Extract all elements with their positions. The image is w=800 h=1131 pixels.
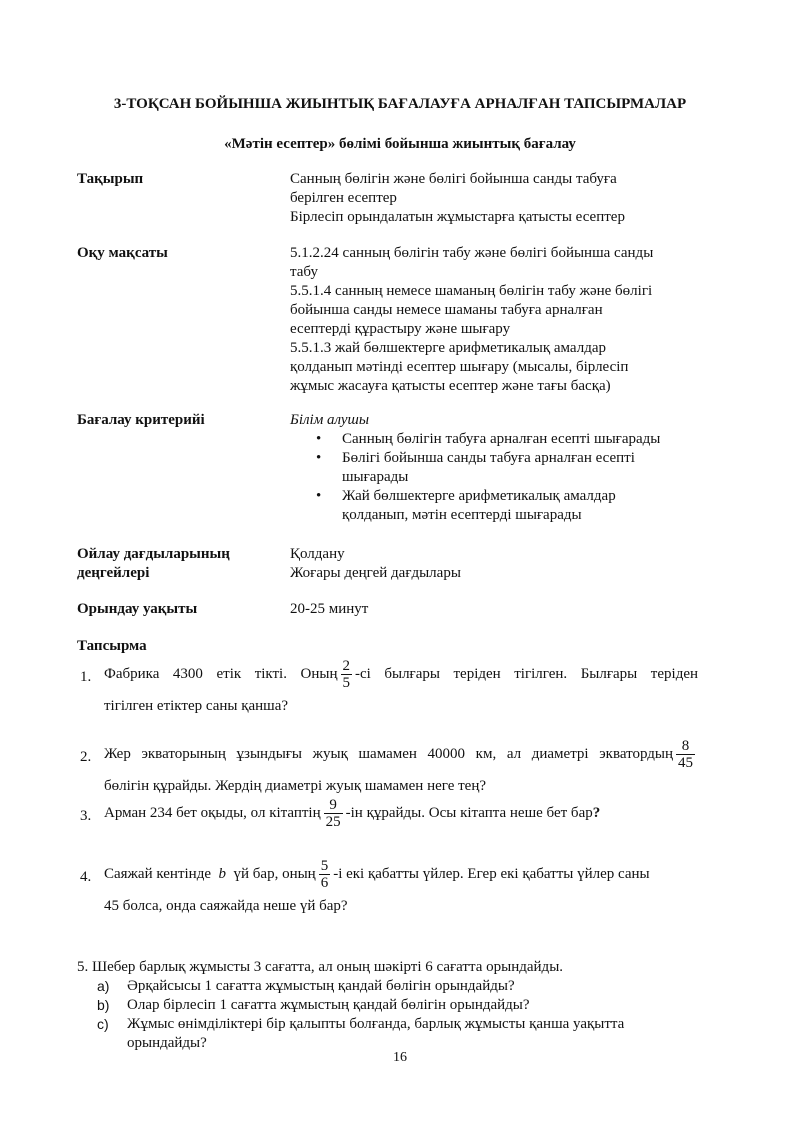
criteria-label: Бағалау критерийі xyxy=(77,412,205,428)
time-label: Орындау уақыты xyxy=(77,601,198,617)
thinking-value: Қолдану Жоғары деңгей дағдылары xyxy=(290,546,461,581)
topic-value: Санның бөлігін және бөлігі бойынша санды табуға берілген есептер Бірлесіп орындалатын жұмыстарға қатысты есептер xyxy=(290,171,625,225)
list-item: a) Әрқайсысы 1 сағатта жұмыстың қандай бөлігін орындайды? xyxy=(97,978,515,994)
page-title: 3-ТОҚСАН БОЙЫНША ЖИЫНТЫҚ БАҒАЛАУҒА АРНАЛҒАН ТАПСЫРМАЛАР xyxy=(113,96,687,112)
criteria-intro: Білім алушы xyxy=(290,412,370,428)
objectives-label: Оқу мақсаты xyxy=(77,245,168,261)
criteria-value xyxy=(290,411,710,525)
criteria-bullet: • Жай бөлшектерге арифметикалық амалдар қолданып, мәтін есептерді шығарады xyxy=(290,487,710,525)
task-1: 1. Фабрика 4300 етік тікті. Оның $\frac{2}{5}$ -сі былғары теріден тігілген. Былғары теріден тігілген етіктер саны қанша? xyxy=(80,658,699,714)
task-3: 3. Арман 234 бет оқыды, ол кітаптің $\frac{9}{25}$ -ін құрайды. Осы кітапта неше бет бар? xyxy=(80,797,601,830)
task-4: 4. Саяжай кентінде b үй бар, оның $\frac{5}{6}$ -і екі қабатты үйлер. Егер екі қабатты үйлер саны 45 болса, онда саяжайда неше үй бар? xyxy=(80,858,650,914)
thinking-label: Ойлау дағдыларының деңгейлері xyxy=(77,546,230,581)
list-item: c) Жұмыс өнімділіктері бір қалыпты болғанда, барлық жұмысты қанша уақытта орындайды? xyxy=(97,1016,625,1051)
task-5-intro: 5. Шебер барлық жұмысты 3 сағатта, ал оның шәкірті 6 сағатта орындайды. xyxy=(77,959,564,975)
page-subtitle: «Мәтін есептер» бөлімі бойынша жиынтық бағалау xyxy=(224,136,576,152)
topic-label: Тақырып xyxy=(77,171,144,187)
page-number: 16 xyxy=(393,1050,407,1065)
task-5-items xyxy=(97,977,717,1053)
task-2: 2. Жер экваторының ұзындығы жуық шамамен 40000 км, ал диаметрі экватордың $\frac{8}{45}$ бөлігін құрайды. Жердің диаметрі жуық шамамен неге тең? xyxy=(80,738,693,794)
objectives-value: 5.1.2.24 санның бөлігін табу және бөлігі бойынша санды табу 5.5.1.4 санның немесе шаманың бөлігін табу және бөлігі бойынша санды немесе шаманы табуға арналған есептерді құрастыру және шығару 5.5.1.3 жай бөлшектерге арифметикалық амалдар қолданып мәтінді есептер шығару (мысалы, бірлесіп жұмыс жасауға қатысты есептер және тағы басқа) xyxy=(290,245,654,394)
list-item: b) Олар бірлесіп 1 сағатта жұмыстың қандай бөлігін орындайды? xyxy=(97,997,530,1013)
tasks-heading: Тапсырма xyxy=(77,638,147,654)
criteria-bullet: • Бөлігі бойынша санды табуға арналған есепті шығарады xyxy=(290,449,710,487)
criteria-bullet: • Санның бөлігін табуға арналған есепті шығарады xyxy=(290,430,710,449)
time-value: 20-25 минут xyxy=(290,601,369,617)
